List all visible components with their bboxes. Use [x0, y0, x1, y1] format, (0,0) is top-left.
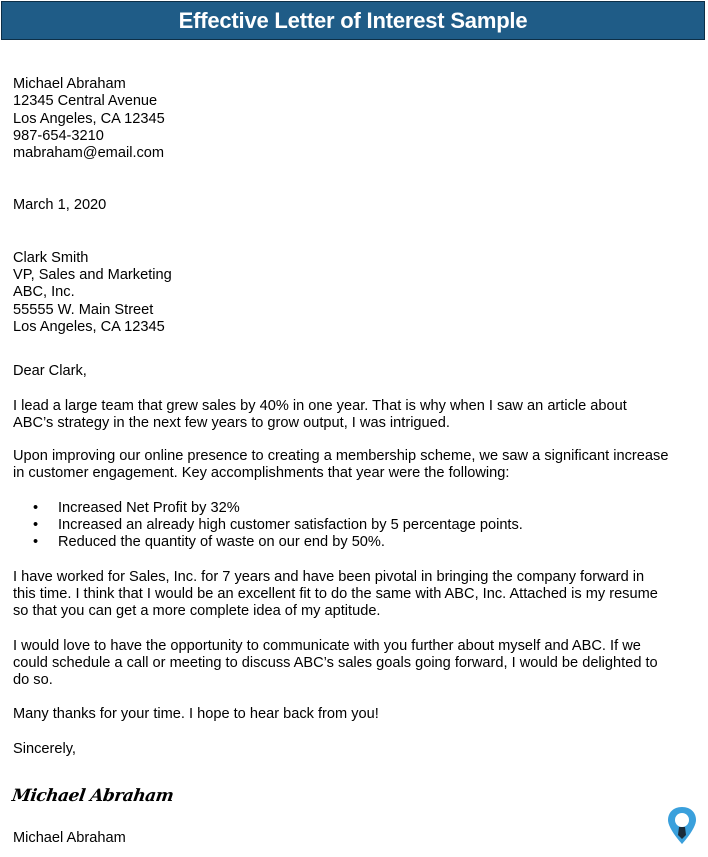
recipient-address — [13, 250, 693, 336]
sender-address — [13, 76, 693, 162]
recipient-company: ABC, Inc. — [13, 284, 75, 301]
paragraph-line: Upon improving our online presence to creating a membership scheme, we saw a significant increase — [13, 448, 669, 465]
paragraph-line: ABC’s strategy in the next few years to grow output, I was intrigued. — [13, 414, 450, 431]
sender-email: mabraham@email.com — [13, 145, 165, 162]
letter-body — [13, 76, 693, 758]
list-item: • Increased Net Profit by 32% — [13, 500, 693, 517]
paragraph-line: could schedule a call or meeting to discuss ABC’s sales goals going forward, I would be delighted to — [13, 654, 658, 671]
paragraph-thanks — [13, 706, 693, 723]
location-pin-icon[interactable] — [665, 805, 699, 847]
closing: Sincerely, — [13, 740, 76, 757]
list-item: • Reduced the quantity of waste on our end by 50%. — [13, 534, 693, 551]
paragraph-line: Many thanks for your time. I hope to hear back from you! — [13, 706, 379, 723]
salutation: Dear Clark, — [13, 363, 87, 380]
paragraph-accomplishments — [13, 448, 693, 483]
recipient-name: Clark Smith — [13, 249, 89, 266]
accomplishments-list — [13, 500, 693, 552]
recipient-street: 55555 W. Main Street — [13, 301, 154, 318]
paragraph-line: I lead a large team that grew sales by 40% in one year. That is why when I saw an article about — [13, 397, 627, 414]
paragraph-experience — [13, 569, 693, 621]
sender-street: 12345 Central Avenue — [13, 93, 158, 110]
paragraph-request — [13, 638, 693, 690]
recipient-city: Los Angeles, CA 12345 — [13, 318, 165, 335]
list-item: • Increased an already high customer satisfaction by 5 percentage points. — [13, 517, 693, 534]
letter-date: March 1, 2020 — [13, 197, 107, 214]
page-title: Effective Letter of Interest Sample — [178, 7, 528, 33]
recipient-title: VP, Sales and Marketing — [13, 267, 172, 284]
signature-name: Michael Abraham — [13, 830, 126, 846]
paragraph-line: I would love to have the opportunity to communicate with you further about myself and ABC. If we — [13, 637, 641, 654]
sender-city: Los Angeles, CA 12345 — [13, 110, 165, 127]
paragraph-line: do so. — [13, 672, 53, 689]
sender-phone: 987-654-3210 — [13, 127, 104, 144]
paragraph-line: so that you can get a more complete idea of my aptitude. — [13, 603, 381, 620]
sender-name: Michael Abraham — [13, 76, 126, 92]
paragraph-line: I have worked for Sales, Inc. for 7 years and have been pivotal in bringing the company forward in — [13, 568, 645, 585]
paragraph-line: this time. I think that I would be an excellent fit to do the same with ABC, Inc. Attached is my resume — [13, 585, 658, 602]
handwritten-signature: Michael Abraham — [10, 786, 175, 806]
paragraph-line: in customer engagement. Key accomplishments that year were the following: — [13, 465, 510, 482]
paragraph-intro — [13, 398, 693, 433]
title-banner — [1, 1, 705, 40]
